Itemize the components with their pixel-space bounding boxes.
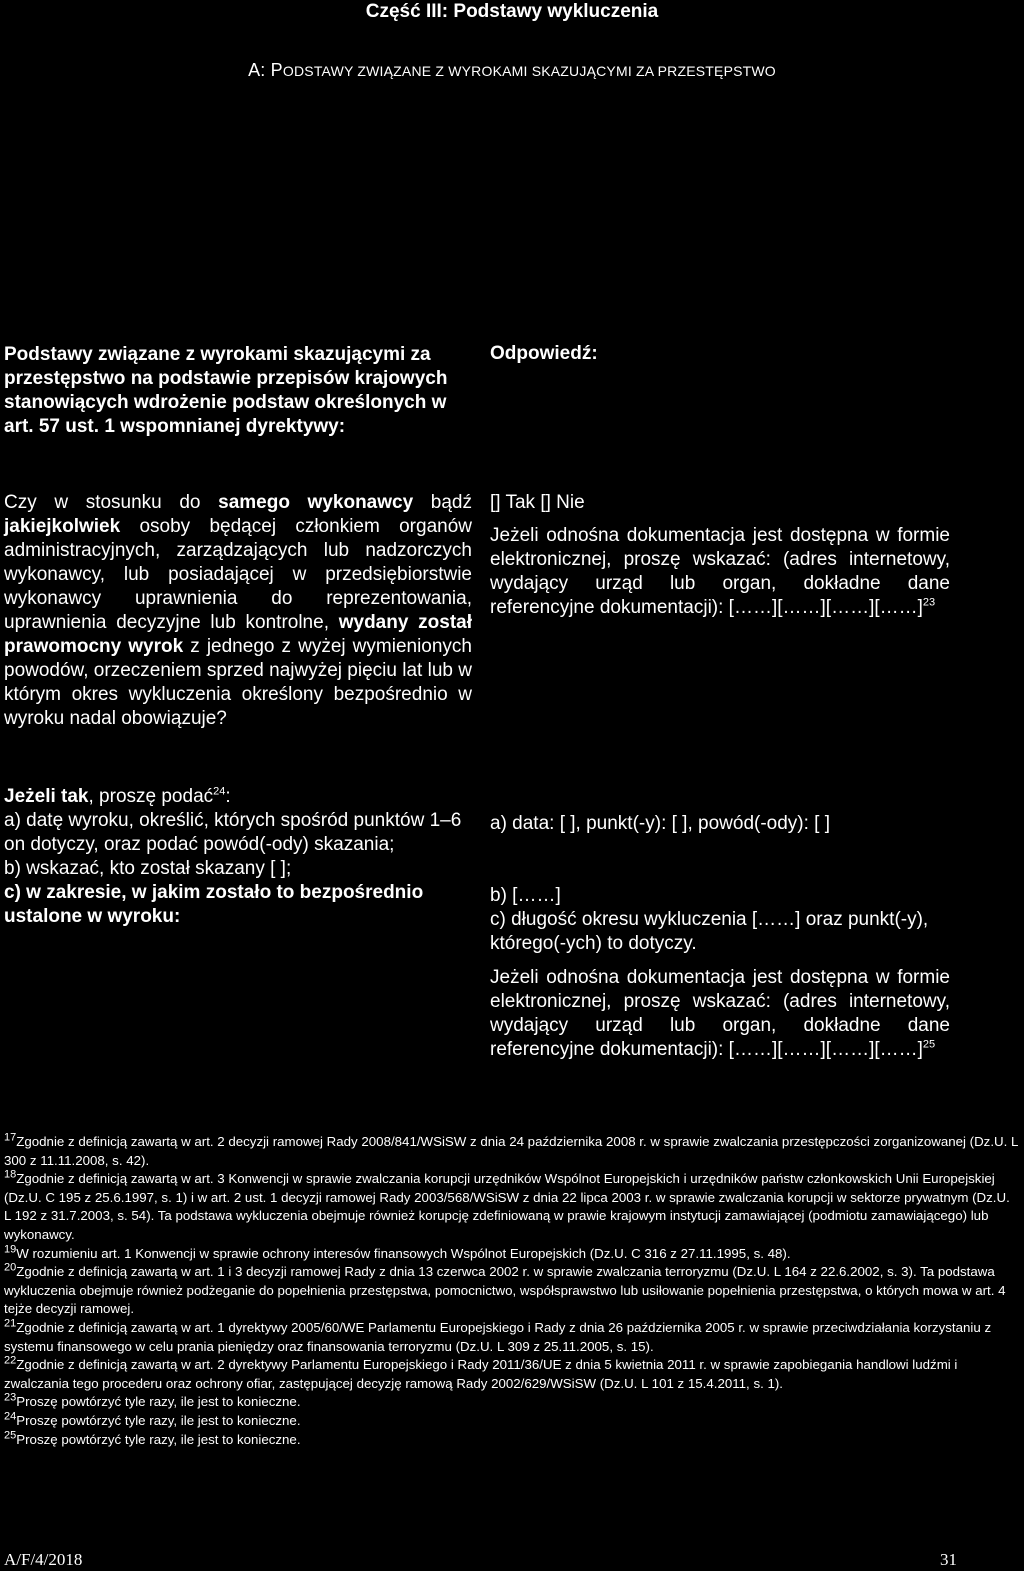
footnote-24 — [4, 1412, 1020, 1431]
footnote-num: 21 — [4, 1317, 17, 1330]
a2-item-c[interactable]: c) długość okresu wykluczenia [……] oraz punkt(-y), którego(-ych) to dotyczy. — [490, 909, 929, 954]
q1-text-1: Czy w stosunku do — [4, 492, 219, 513]
document-id: A/F/4/2018 — [4, 1550, 83, 1569]
footnote-text: Proszę powtórzyć tyle razy, ile jest to konieczne. — [16, 1394, 301, 1410]
a2-documentation-text — [490, 966, 950, 1062]
footnotes — [4, 1133, 1020, 1449]
page-title: Część III: Podstawy wykluczenia — [365, 1, 659, 22]
q1-bold-1: samego wykonawcy — [218, 492, 414, 513]
footnote-text: Zgodnie z definicją zawartą w art. 2 decyzji ramowej Rady 2008/841/WSiSW z dnia 24 października 2008 r. w sprawie zwalczania przestępczości zorganizowanej (Dz.U. L 300 z 11.11.2008, s. 42). — [4, 1134, 1018, 1168]
footnote-num: 17 — [4, 1131, 17, 1144]
footnote-23 — [4, 1393, 1020, 1412]
footnote-num: 18 — [4, 1168, 17, 1181]
q1-text-4: z jednego z wyżej wymienionych powodów, orzeczeniem sprzed najwyżej pięciu lat lub w którym okres wykluczenia określony bezpośrednio w wyroku nadal obowiązuje? — [4, 636, 472, 729]
q1-text-2: bądź — [413, 492, 472, 513]
footnote-text: Proszę powtórzyć tyle razy, ile jest to konieczne. — [16, 1431, 301, 1447]
footnote-25 — [4, 1431, 1020, 1450]
subtitle-rest: ODSTAWY ZWIĄZANE Z WYROKAMI SKAZUJĄCYMI ZA PRZESTĘPSTWO — [282, 63, 776, 79]
q1-bold-3: wydany został prawomocny wyrok — [4, 612, 472, 657]
footnote-19 — [4, 1245, 1020, 1264]
answer-details — [490, 812, 970, 1062]
footnote-17 — [4, 1133, 1020, 1170]
q2-text-1: , proszę podać — [88, 786, 214, 807]
q2-bold-if-yes: Jeżeli tak — [4, 786, 89, 807]
footnote-22 — [4, 1356, 1020, 1393]
footnote-text: Zgodnie z definicją zawartą w art. 3 Konwencji w sprawie zwalczania korupcji urzędników Wspólnot Europejskich i urzędników państw członkowskich Unii Europejskiej (Dz.U. C 195 z 25.6.1997, s. 1) i w art. 2 ust. 1 decyzji ramowej Rady 2003/568/WSiSW z dnia 22 lipca 2003 r. w sprawie zwalczania korupcji w sektorze prywatnym (Dz.U. L 192 z 31.7.2003, s. 54). Ta podstawa wykluczenia obejmuje również korupcję zdefiniowaną w prawie krajowym instytucji zamawiającej (podmiotu zamawiającego) lub wykonawcy. — [4, 1171, 1010, 1242]
footnote-text: Zgodnie z definicją zawartą w art. 1 dyrektywy 2005/60/WE Parlamentu Europejskiego i Rady z dnia 26 października 2005 r. w sprawie przeciwdziałania korzystaniu z systemu finansowego w celu prania pieniędzy oraz finansowania terroryzmu (Dz.U. L 309 z 25.11.2005, s. 15). — [4, 1319, 992, 1354]
footnote-num: 23 — [4, 1391, 17, 1404]
a1-doc-body: Jeżeli odnośna dokumentacja jest dostępna w formie elektronicznej, proszę wskazać: (adres internetowy, wydający urząd lub organ, dokładne dane referencyjne dokumentacji): [……][……][……][……] — [490, 525, 950, 618]
question-column-header: Podstawy związane z wyrokami skazującymi za przestępstwo na podstawie przepisów krajowych stanowiących wdrożenie podstaw określonych w art. 57 ust. 1 wspomnianej dyrektywy: — [4, 344, 448, 437]
footnote-text: W rozumieniu art. 1 Konwencji w sprawie ochrony interesów finansowych Wspólnot Europejskich (Dz.U. C 316 z 27.11.1995, s. 48). — [16, 1245, 791, 1261]
a2-doc-body: Jeżeli odnośna dokumentacja jest dostępna w formie elektronicznej, proszę wskazać: (adres internetowy, wydający urząd lub organ, dokładne dane referencyjne dokumentacji): [……][……][……][……] — [490, 967, 950, 1060]
yes-no-choice[interactable]: [] Tak [] Nie — [490, 492, 585, 513]
footnote-20 — [4, 1263, 1020, 1319]
footnote-text: Proszę powtórzyć tyle razy, ile jest to konieczne. — [16, 1412, 301, 1428]
footnote-text: Zgodnie z definicją zawartą w art. 2 dyrektywy Parlamentu Europejskiego i Rady 2011/36/UE z dnia 5 kwietnia 2011 r. w sprawie zapobiegania handlowi ludźmi i zwalczania tego procederu oraz ochrony ofiar, zastępującej decyzję ramową Rady 2002/629/WSiSW (Dz.U. L 101 z 15.4.2011, s. 1). — [4, 1357, 958, 1391]
answer-column-header: Odpowiedź: — [490, 343, 598, 364]
footnote-21 — [4, 1319, 1020, 1356]
q2-item-b: b) wskazać, kto został skazany [ ]; — [4, 858, 292, 879]
a2-item-b[interactable]: b) [……] — [490, 885, 561, 906]
q2-colon: : — [225, 786, 231, 807]
a1-documentation-text — [490, 524, 950, 620]
q2-intro — [4, 785, 472, 809]
footnote-num: 19 — [4, 1243, 17, 1256]
question-conviction — [4, 491, 472, 731]
q2-item-c: c) w zakresie, w jakim zostało to bezpośrednio ustalone w wyroku: — [4, 882, 424, 927]
q2-item-a: a) datę wyroku, określić, których spośród punktów 1–6 on dotyczy, oraz podać powód(-ody) skazania; — [4, 810, 462, 855]
subtitle-prefix: A: P — [248, 60, 283, 80]
section-subtitle — [0, 60, 1024, 81]
footnote-ref-25: 25 — [922, 1038, 936, 1051]
q1-bold-2: jakiejkolwiek — [4, 516, 121, 537]
footnote-num: 22 — [4, 1354, 17, 1367]
q1-text-3: osoby będącej członkiem organów administracyjnych, zarządzających lub nadzorczych wykonawcy, lub posiadającej w przedsiębiorstwie wykonawcy uprawnienia do reprezentowania, uprawnienia decyzyjne lub kontrolne, — [4, 516, 472, 633]
page-number: 31 — [940, 1550, 957, 1569]
footnote-ref-24: 24 — [213, 785, 226, 798]
footnote-num: 25 — [4, 1429, 17, 1442]
footnote-text: Zgodnie z definicją zawartą w art. 1 i 3 decyzji ramowej Rady z dnia 13 czerwca 2002 r. w sprawie zwalczania terroryzmu (Dz.U. L 164 z 22.6.2002, s. 3). Ta podstawa wykluczenia obejmuje również podżeganie do popełnienia przestępstwa, pomocnictwo, współsprawstwo lub usiłowanie popełnienia przestępstwa, o których mowa w art. 4 tejże decyzji ramowej. — [4, 1264, 1006, 1317]
footnote-ref-23: 23 — [922, 596, 936, 609]
footnote-num: 24 — [4, 1410, 17, 1423]
a2-item-a[interactable]: a) data: [ ], punkt(-y): [ ], powód(-ody): [ ] — [490, 813, 831, 834]
answer-conviction — [490, 491, 950, 620]
footnote-num: 20 — [4, 1261, 17, 1274]
footnote-18 — [4, 1170, 1020, 1244]
question-details — [4, 785, 472, 929]
